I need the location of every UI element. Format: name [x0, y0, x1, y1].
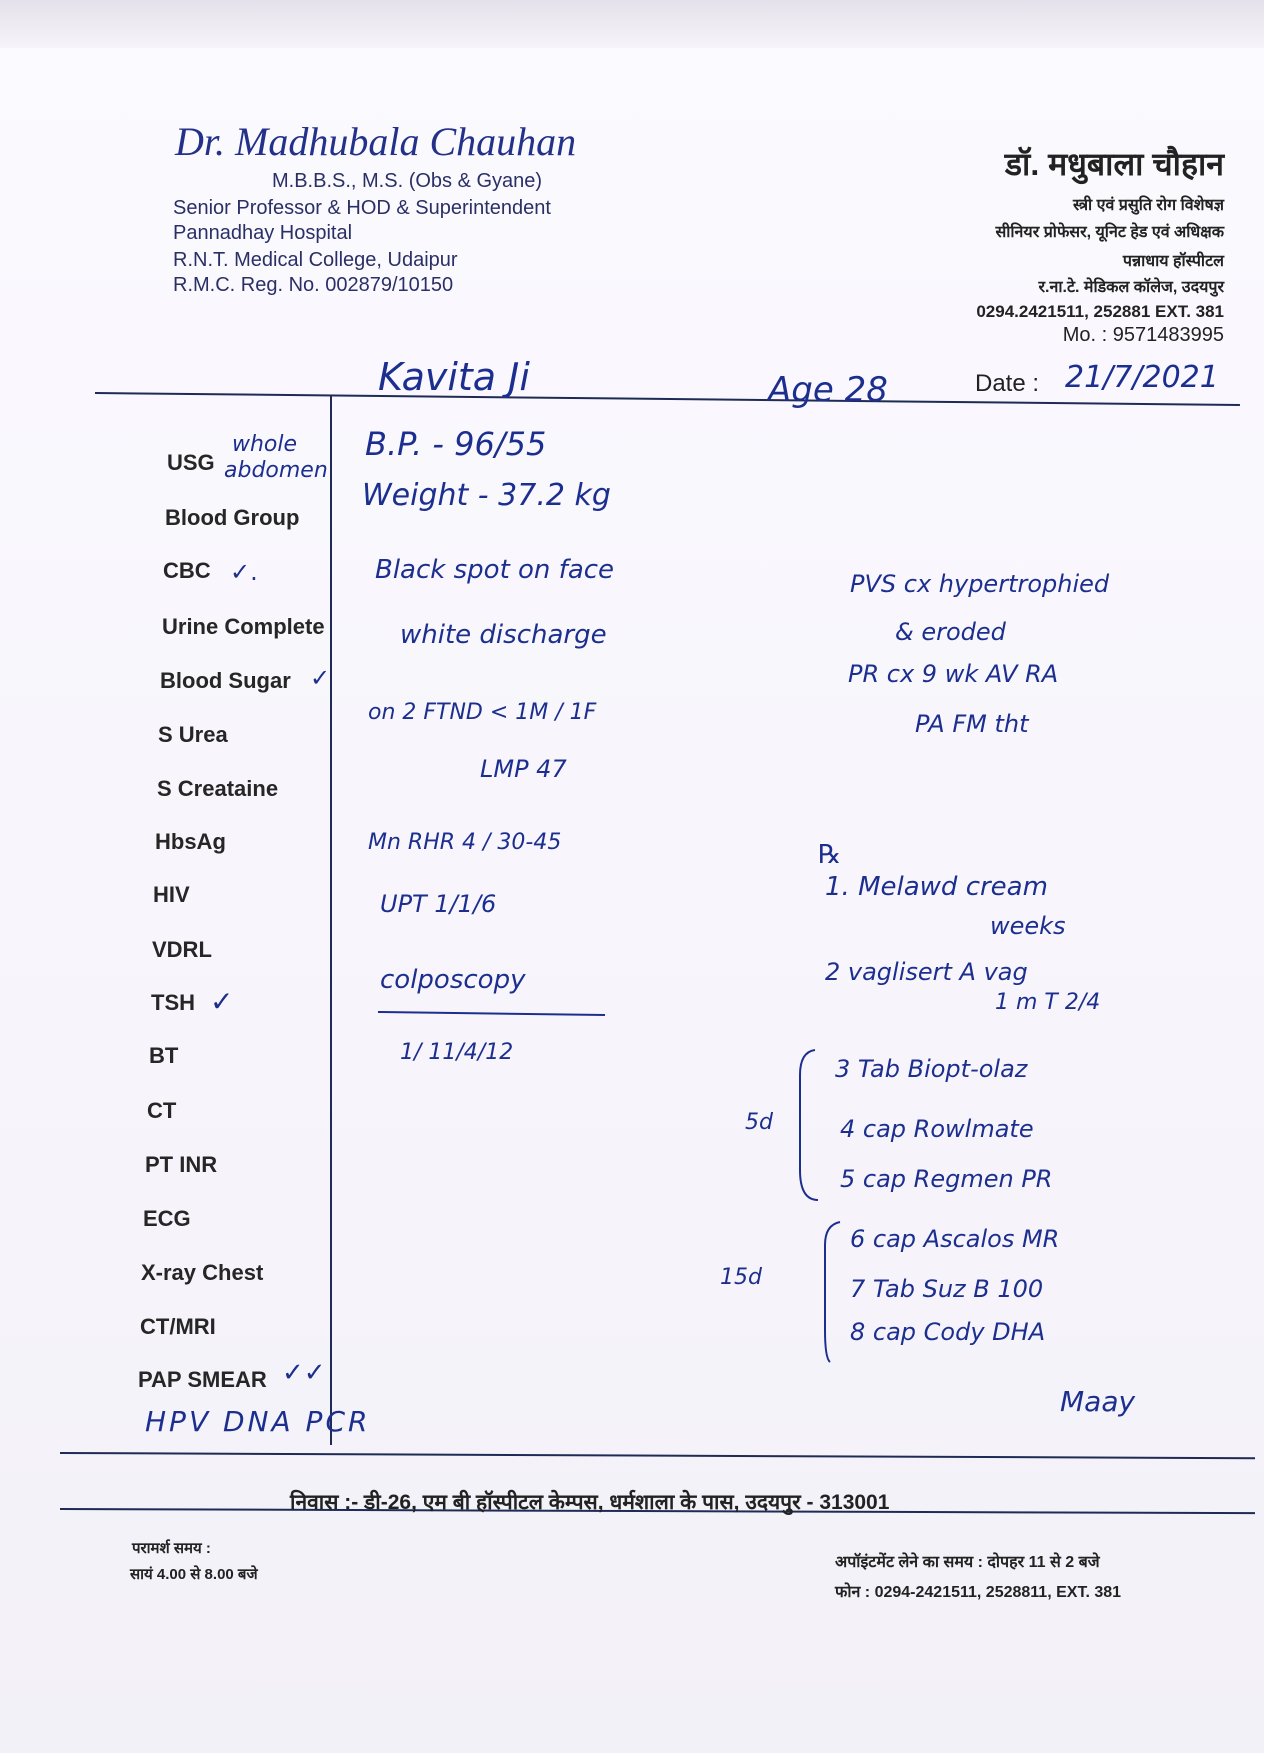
upt-note: UPT 1/1/6 [380, 890, 497, 918]
test-ct-mri: CT/MRI [140, 1314, 216, 1339]
menstrual-history: Mn RHR 4 / 30-45 [368, 830, 562, 855]
test-cbc: CBC [163, 558, 211, 583]
consult-label: परामर्श समय : [132, 1540, 211, 1557]
test-s-urea: S Urea [158, 722, 228, 747]
rx-item-5: 5 cap Regmen PR [840, 1165, 1053, 1193]
residence-address: निवास :- डी-26, एम बी हॉस्पीटल केम्पस, धर्मशाला के पास, उदयपुर - 313001 [290, 1491, 890, 1514]
colposcopy-underline [378, 1012, 605, 1015]
doctor-reg-no: R.M.C. Reg. No. 002879/10150 [173, 274, 454, 296]
pap-smear-tick: ✓✓ [282, 1358, 326, 1388]
rx-item-7: 7 Tab Suz B 100 [850, 1275, 1044, 1303]
usg-note-abdomen: abdomen [224, 458, 328, 483]
test-vdrl: VDRL [152, 937, 212, 962]
test-s-creataine: S Creataine [157, 776, 279, 801]
obstetric-history: on 2 FTND < 1M / 1F [368, 700, 597, 725]
rx-item-8: 8 cap Cody DHA [850, 1318, 1046, 1346]
doctor-signature: Maay [1060, 1385, 1136, 1418]
hindi-line-4: र.ना.टे. मेडिकल कॉलेज, उदयपुर [1038, 279, 1224, 296]
date-value: 21/7/2021 [1065, 360, 1219, 395]
followup-note: 1/ 11/4/12 [400, 1040, 514, 1065]
test-hbsag: HbsAg [155, 829, 226, 854]
complaint-white-discharge: white discharge [400, 620, 607, 650]
doctor-name: Dr. Madhubala Chauhan [175, 119, 577, 164]
blood-sugar-tick: ✓ [310, 664, 331, 692]
rx-item-2: 2 vaglisert A vag [825, 958, 1028, 986]
finding-eroded: & eroded [895, 618, 1006, 646]
rx-item-4: 4 cap Rowlmate [840, 1115, 1034, 1143]
finding-pr: PR cx 9 wk AV RA [848, 660, 1059, 688]
bracket-duration-2: 15d [720, 1265, 762, 1290]
rx-symbol: ℞ [818, 840, 842, 870]
bracket-duration-1: 5d [745, 1110, 773, 1135]
clinic-phone: 0294.2421511, 252881 EXT. 381 [976, 302, 1224, 321]
consult-time: सायं 4.00 से 8.00 बजे [130, 1566, 258, 1583]
test-urine-complete: Urine Complete [162, 614, 325, 639]
test-bt: BT [149, 1043, 179, 1068]
hindi-line-1: स्त्री एवं प्रसुति रोग विशेषज्ञ [1072, 197, 1224, 214]
finding-pa: PA FM tht [915, 710, 1029, 738]
test-blood-sugar: Blood Sugar [160, 668, 291, 693]
footer-phone: फोन : 0294-2421511, 2528811, EXT. 381 [835, 1584, 1122, 1601]
lmp-note: LMP 47 [480, 755, 567, 783]
colposcopy-note: colposcopy [380, 965, 526, 995]
test-ecg: ECG [143, 1206, 191, 1231]
blood-pressure: B.P. - 96/55 [365, 425, 547, 463]
test-ct: CT [147, 1098, 177, 1123]
cbc-tick: ✓. [230, 558, 258, 586]
hindi-line-2: सीनियर प्रोफेसर, यूनिट हेड एवं अधिक्षक [995, 224, 1224, 241]
doctor-degrees: M.B.B.S., M.S. (Obs & Gyane) [272, 170, 543, 192]
tsh-tick: ✓ [210, 985, 234, 1018]
doctor-title: Senior Professor & HOD & Superintendent [173, 197, 551, 219]
usg-note-whole: whole [232, 432, 298, 457]
test-blood-group: Blood Group [165, 505, 300, 530]
rx-item-1-duration: weeks [990, 912, 1066, 940]
rx-item-2-dose: 1 m T 2/4 [995, 990, 1101, 1015]
rx-item-1: 1. Melawd cream [825, 872, 1048, 902]
doctor-name-hindi: डॉ. मधुबाला चौहान [1004, 146, 1224, 182]
finding-pvs: PVS cx hypertrophied [850, 570, 1110, 598]
appointment-time: अपॉइंटमेंट लेने का समय : दोपहर 11 से 2 बजे [835, 1554, 1100, 1571]
test-tsh: TSH [151, 990, 195, 1015]
rx-bracket-1 [800, 1050, 818, 1200]
date-label: Date : [975, 370, 1040, 397]
rx-item-3: 3 Tab Biopt-olaz [835, 1055, 1028, 1083]
complaint-black-spot: Black spot on face [375, 555, 615, 585]
test-pt-inr: PT INR [145, 1152, 218, 1177]
rx-bracket-2 [825, 1222, 840, 1362]
weight: Weight - 37.2 kg [362, 478, 611, 513]
rx-item-6: 6 cap Ascalos MR [850, 1225, 1060, 1253]
patient-name: Kavita Ji [378, 355, 530, 399]
test-hiv: HIV [153, 882, 190, 907]
doctor-college: R.N.T. Medical College, Udaipur [173, 249, 458, 271]
clinic-mobile: Mo. : 9571483995 [1062, 324, 1224, 346]
test-xray-chest: X-ray Chest [141, 1260, 264, 1285]
hindi-line-3: पन्नाधाय हॉस्पीटल [1122, 253, 1224, 270]
test-usg: USG [167, 450, 215, 475]
doctor-hospital: Pannadhay Hospital [173, 222, 353, 244]
patient-age: Age 28 [768, 370, 888, 410]
test-pap-smear: PAP SMEAR [138, 1367, 267, 1392]
hpv-dna-pcr: HPV DNA PCR [145, 1405, 371, 1438]
